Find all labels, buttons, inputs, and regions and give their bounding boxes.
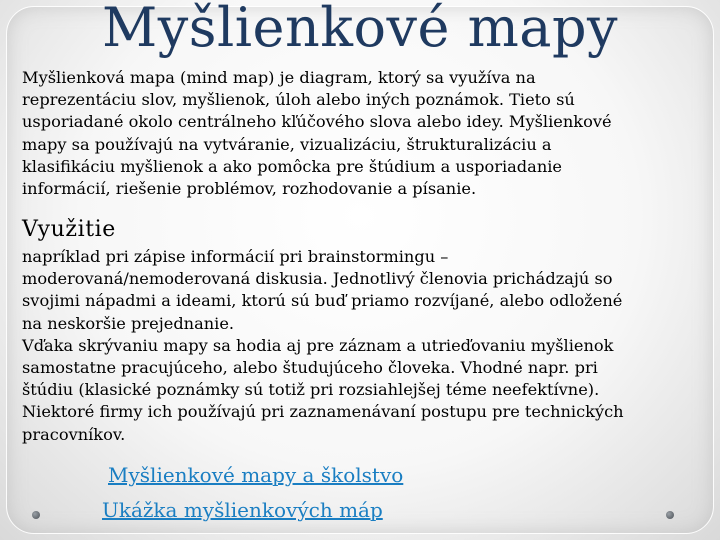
link-mind-map-examples[interactable]: Ukážka myšlienkových máp — [102, 498, 383, 522]
link-mind-maps-in-education[interactable]: Myšlienkové mapy a školstvo — [108, 463, 404, 487]
slide-title: Myšlienkové mapy — [101, 0, 619, 59]
intro-paragraph: Myšlienková mapa (mind map) je diagram, ktorý sa využíva na reprezentáciu slov, myšlienok, úloh alebo iných poznámok. Tieto sú usporiadané okolo centrálneho kľúčového slova alebo idey. Myšlienkové mapy sa používajú na vytváranie, vizualizáciu, štrukturalizáciu a klasifikáciu myšlienok a ako pomôcka pre štúdium a usporiadanie informácií, riešenie problémov, rozhodovanie a písanie. — [22, 68, 612, 199]
section-heading: Využitie — [22, 217, 116, 242]
bullet-dot-right — [666, 511, 674, 519]
bullet-dot-left — [32, 511, 40, 519]
section-body: napríklad pri zápise informácií pri brainstormingu – moderovaná/nemoderovaná diskusia. Jednotlivý členovia prichádzajú so svojimi nápadmi a ideami, ktorú sú buď priamo rozvíjané, alebo odložené na neskoršie prejednanie. Vďaka skrývaniu mapy sa hodia aj pre záznam a utrieďovaniu myšlienok samostatne pracujúceho, alebo študujúceho človeka. Vhodné napr. pri štúdiu (klasické poznámky sú totiž pri rozsiahlejšej téme neefektívne). Niektoré firmy ich používajú pri zaznamenávaní postupu pre technických pracovníkov. — [22, 247, 624, 444]
